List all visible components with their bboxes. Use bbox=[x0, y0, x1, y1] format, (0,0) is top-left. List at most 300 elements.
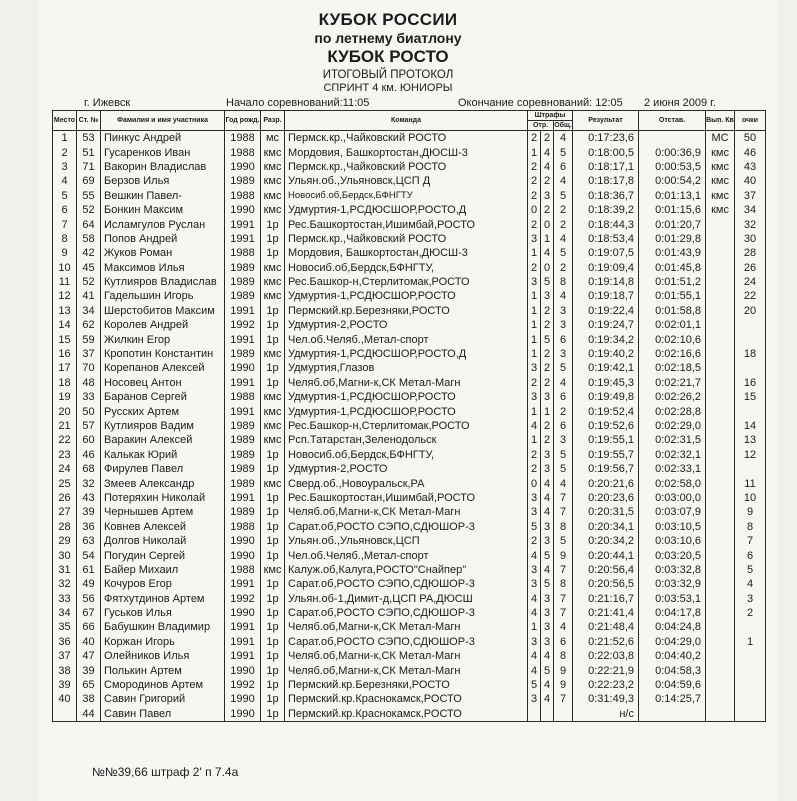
penalty-total: 8 bbox=[554, 275, 573, 289]
result-time: 0:19:40,2 bbox=[573, 347, 639, 361]
penalty-total: 9 bbox=[554, 678, 573, 692]
bib-cell: 39 bbox=[77, 663, 101, 677]
result-time: 0:22:23,2 bbox=[573, 678, 639, 692]
table-row bbox=[53, 318, 766, 332]
place-cell: 35 bbox=[53, 620, 77, 634]
points-cell: 1 bbox=[735, 635, 766, 649]
rank-cell: 1р bbox=[261, 246, 285, 260]
birth-year: 1989 bbox=[225, 174, 261, 188]
points-cell: 10 bbox=[735, 491, 766, 505]
athlete-name: Кочуров Егор bbox=[101, 577, 225, 591]
table-row bbox=[53, 304, 766, 318]
place-cell: 3 bbox=[53, 160, 77, 174]
penalty-total: 4 bbox=[554, 174, 573, 188]
bib-cell: 58 bbox=[77, 232, 101, 246]
behind-time: 0:04:29,0 bbox=[639, 635, 706, 649]
place-cell: 32 bbox=[53, 577, 77, 591]
rank-cell: 1р bbox=[261, 649, 285, 663]
rank-cell: 1р bbox=[261, 534, 285, 548]
result-time: 0:18:36,7 bbox=[573, 189, 639, 203]
team-cell: Удмуртия-1,РСДЮСШОР,РОСТО bbox=[285, 289, 528, 303]
penalty-1: 1 bbox=[528, 145, 541, 159]
penalty-2: 2 bbox=[541, 318, 554, 332]
birth-year: 1988 bbox=[225, 563, 261, 577]
points-cell: 22 bbox=[735, 289, 766, 303]
penalty-total: 4 bbox=[554, 620, 573, 634]
date-label: 2 июня 2009 г. bbox=[644, 97, 716, 109]
team-cell: Калуж.об,Калуга,РОСТО"Снайпер" bbox=[285, 563, 528, 577]
athlete-name: Максимов Илья bbox=[101, 261, 225, 275]
penalty-1: 0 bbox=[528, 476, 541, 490]
points-cell: 9 bbox=[735, 505, 766, 519]
rank-cell: 1р bbox=[261, 304, 285, 318]
place-cell: 30 bbox=[53, 548, 77, 562]
athlete-name: Королев Андрей bbox=[101, 318, 225, 332]
athlete-name: Погудин Сергей bbox=[101, 548, 225, 562]
table-row bbox=[53, 534, 766, 548]
team-cell: Сарат.об,РОСТО СЭПО,СДЮШОР-3 bbox=[285, 606, 528, 620]
qualification bbox=[706, 534, 735, 548]
behind-time: 0:02:28,8 bbox=[639, 404, 706, 418]
penalty-total: 7 bbox=[554, 505, 573, 519]
rank-cell: 1р bbox=[261, 520, 285, 534]
table-row bbox=[53, 131, 766, 146]
penalty-2: 2 bbox=[541, 419, 554, 433]
behind-time: 0:03:32,9 bbox=[639, 577, 706, 591]
place-cell: 31 bbox=[53, 563, 77, 577]
rank-cell: 1р bbox=[261, 663, 285, 677]
qualification: кмс bbox=[706, 203, 735, 217]
birth-year: 1990 bbox=[225, 534, 261, 548]
penalty-2: 3 bbox=[541, 534, 554, 548]
bib-cell: 69 bbox=[77, 174, 101, 188]
behind-time: 0:02:16,6 bbox=[639, 347, 706, 361]
table-row bbox=[53, 505, 766, 519]
penalty-2: 5 bbox=[541, 548, 554, 562]
penalty-total: 7 bbox=[554, 563, 573, 577]
result-time: 0:18:17,1 bbox=[573, 160, 639, 174]
penalty-total: 5 bbox=[554, 462, 573, 476]
result-time: 0:20:44,1 bbox=[573, 548, 639, 562]
result-time: 0:19:24,7 bbox=[573, 318, 639, 332]
rank-cell: кмс bbox=[261, 145, 285, 159]
athlete-name: Шерстобитов Максим bbox=[101, 304, 225, 318]
athlete-name: Исламгулов Руслан bbox=[101, 217, 225, 231]
penalty-1: 3 bbox=[528, 635, 541, 649]
result-time: 0:19:55,7 bbox=[573, 448, 639, 462]
athlete-name: Баранов Сергей bbox=[101, 390, 225, 404]
penalty-2: 3 bbox=[541, 390, 554, 404]
rank-cell: кмс bbox=[261, 160, 285, 174]
team-cell: Новосиб.об,Бердск,БФНГТУ, bbox=[285, 448, 528, 462]
bib-cell: 67 bbox=[77, 606, 101, 620]
table-row bbox=[53, 491, 766, 505]
bib-cell: 48 bbox=[77, 376, 101, 390]
qualification bbox=[706, 390, 735, 404]
rank-cell: 1р bbox=[261, 491, 285, 505]
points-cell: 14 bbox=[735, 419, 766, 433]
team-cell: Пермск.кр.,Чайковский РОСТО bbox=[285, 232, 528, 246]
team-cell: Мордовия, Башкортостан,ДЮСШ-3 bbox=[285, 246, 528, 260]
qualification bbox=[706, 462, 735, 476]
penalty-1: 2 bbox=[528, 189, 541, 203]
penalty-total: 2 bbox=[554, 261, 573, 275]
athlete-name: Кропотин Константин bbox=[101, 347, 225, 361]
penalty-2: 3 bbox=[541, 462, 554, 476]
bib-cell: 52 bbox=[77, 203, 101, 217]
penalty-1: 5 bbox=[528, 520, 541, 534]
birth-year: 1988 bbox=[225, 520, 261, 534]
penalty-total: 7 bbox=[554, 692, 573, 706]
athlete-name: Олейников Илья bbox=[101, 649, 225, 663]
athlete-name: Вешкин Павел- bbox=[101, 189, 225, 203]
col-penalties: Штрафы bbox=[528, 111, 573, 121]
result-time: 0:20:31,5 bbox=[573, 505, 639, 519]
rank-cell: 1р bbox=[261, 232, 285, 246]
result-time: 0:22:21,9 bbox=[573, 663, 639, 677]
qualification: кмс bbox=[706, 189, 735, 203]
result-time: 0:18:39,2 bbox=[573, 203, 639, 217]
birth-year: 1988 bbox=[225, 189, 261, 203]
team-cell: Удмуртия-1,РСДЮСШОР,РОСТО bbox=[285, 404, 528, 418]
penalty-2: 5 bbox=[541, 332, 554, 346]
birth-year: 1989 bbox=[225, 433, 261, 447]
race-title: СПРИНТ 4 км. ЮНИОРЫ bbox=[323, 82, 453, 94]
penalty-1: 3 bbox=[528, 390, 541, 404]
result-time: 0:19:52,4 bbox=[573, 404, 639, 418]
points-cell bbox=[735, 318, 766, 332]
team-cell: Рсп.Татарстан,Зеленодольск bbox=[285, 433, 528, 447]
place-cell: 18 bbox=[53, 376, 77, 390]
athlete-name: Смородинов Артем bbox=[101, 678, 225, 692]
penalty-total: 9 bbox=[554, 548, 573, 562]
rank-cell: кмс bbox=[261, 390, 285, 404]
points-cell: 37 bbox=[735, 189, 766, 203]
team-cell: Удмуртия-2,РОСТО bbox=[285, 318, 528, 332]
qualification bbox=[706, 448, 735, 462]
bib-cell: 53 bbox=[77, 131, 101, 146]
table-row bbox=[53, 246, 766, 260]
athlete-name: Савин Павел bbox=[101, 707, 225, 722]
qualification bbox=[706, 663, 735, 677]
athlete-name: Бабушкин Владимир bbox=[101, 620, 225, 634]
qualification bbox=[706, 577, 735, 591]
birth-year: 1988 bbox=[225, 246, 261, 260]
table-row bbox=[53, 707, 766, 722]
birth-year: 1992 bbox=[225, 678, 261, 692]
behind-time: 0:04:24,8 bbox=[639, 620, 706, 634]
penalty-2: 3 bbox=[541, 289, 554, 303]
table-row bbox=[53, 577, 766, 591]
behind-time: 0:02:10,6 bbox=[639, 332, 706, 346]
birth-year: 1989 bbox=[225, 289, 261, 303]
city-label: г. Ижевск bbox=[84, 97, 131, 109]
team-cell: Ульян.об.,Ульяновск,ЦСП Д bbox=[285, 174, 528, 188]
birth-year: 1991 bbox=[225, 577, 261, 591]
penalty-2: 3 bbox=[541, 448, 554, 462]
rank-cell: 1р bbox=[261, 505, 285, 519]
rank-cell: 1р bbox=[261, 217, 285, 231]
birth-year: 1990 bbox=[225, 203, 261, 217]
result-time: 0:19:56,7 bbox=[573, 462, 639, 476]
penalty-total: 8 bbox=[554, 649, 573, 663]
result-time: 0:19:52,6 bbox=[573, 419, 639, 433]
place-cell: 23 bbox=[53, 448, 77, 462]
penalty-1: 2 bbox=[528, 160, 541, 174]
behind-time: 0:14:25,7 bbox=[639, 692, 706, 706]
qualification bbox=[706, 548, 735, 562]
bib-cell: 46 bbox=[77, 448, 101, 462]
athlete-name: Русских Артем bbox=[101, 404, 225, 418]
athlete-name: Жуков Роман bbox=[101, 246, 225, 260]
bib-cell: 45 bbox=[77, 261, 101, 275]
place-cell: 16 bbox=[53, 347, 77, 361]
results-table bbox=[52, 110, 766, 722]
behind-time: 0:01:29,8 bbox=[639, 232, 706, 246]
penalty-total: 7 bbox=[554, 592, 573, 606]
birth-year: 1992 bbox=[225, 318, 261, 332]
result-time: 0:18:44,3 bbox=[573, 217, 639, 231]
penalty-1: 2 bbox=[528, 131, 541, 146]
result-time: 0:20:34,2 bbox=[573, 534, 639, 548]
penalty-1: 1 bbox=[528, 332, 541, 346]
penalty-total: 5 bbox=[554, 361, 573, 375]
rank-cell: кмс bbox=[261, 419, 285, 433]
rank-cell: кмс bbox=[261, 476, 285, 490]
team-cell: Пермский.кр.Краснокамск,РОСТО bbox=[285, 692, 528, 706]
qualification: МС bbox=[706, 131, 735, 146]
bib-cell: 65 bbox=[77, 678, 101, 692]
table-row bbox=[53, 160, 766, 174]
table-row bbox=[53, 548, 766, 562]
result-time: 0:22:03,8 bbox=[573, 649, 639, 663]
place-cell: 1 bbox=[53, 131, 77, 146]
result-time: 0:19:18,7 bbox=[573, 289, 639, 303]
behind-time: 0:01:15,6 bbox=[639, 203, 706, 217]
qualification bbox=[706, 520, 735, 534]
result-time: 0:20:21,6 bbox=[573, 476, 639, 490]
behind-time: 0:02:18,5 bbox=[639, 361, 706, 375]
athlete-name: Чернышев Артем bbox=[101, 505, 225, 519]
athlete-name: Фятхутдинов Артем bbox=[101, 592, 225, 606]
place-cell: 28 bbox=[53, 520, 77, 534]
team-cell: Ульян.об.,Ульяновск,ЦСП bbox=[285, 534, 528, 548]
qualification: кмс bbox=[706, 174, 735, 188]
athlete-name: Гусаренков Иван bbox=[101, 145, 225, 159]
athlete-name: Бонкин Максим bbox=[101, 203, 225, 217]
birth-year: 1991 bbox=[225, 491, 261, 505]
table-row bbox=[53, 678, 766, 692]
col-result: Результат bbox=[573, 111, 639, 131]
birth-year: 1988 bbox=[225, 131, 261, 146]
points-cell: 6 bbox=[735, 548, 766, 562]
result-time: 0:18:00,5 bbox=[573, 145, 639, 159]
bib-cell: 49 bbox=[77, 577, 101, 591]
points-cell: 12 bbox=[735, 448, 766, 462]
penalty-1: 1 bbox=[528, 289, 541, 303]
points-cell: 18 bbox=[735, 347, 766, 361]
behind-time: 0:03:10,6 bbox=[639, 534, 706, 548]
team-cell: Сверд.об.,Новоуральск,РА bbox=[285, 476, 528, 490]
result-time: 0:21:41,4 bbox=[573, 606, 639, 620]
rank-cell: 1р bbox=[261, 592, 285, 606]
birth-year: 1989 bbox=[225, 275, 261, 289]
table-row bbox=[53, 217, 766, 231]
rank-cell: 1р bbox=[261, 606, 285, 620]
penalty-total: 4 bbox=[554, 131, 573, 146]
qualification bbox=[706, 246, 735, 260]
place-cell: 34 bbox=[53, 606, 77, 620]
penalty-2: 3 bbox=[541, 189, 554, 203]
result-time: 0:20:56,5 bbox=[573, 577, 639, 591]
place-cell: 25 bbox=[53, 476, 77, 490]
result-time: 0:31:49,3 bbox=[573, 692, 639, 706]
table-row bbox=[53, 433, 766, 447]
rank-cell: 1р bbox=[261, 678, 285, 692]
behind-time: 0:03:20,5 bbox=[639, 548, 706, 562]
penalty-total: 4 bbox=[554, 232, 573, 246]
place-cell: 40 bbox=[53, 692, 77, 706]
birth-year: 1991 bbox=[225, 332, 261, 346]
penalty-2: 4 bbox=[541, 145, 554, 159]
rank-cell: кмс bbox=[261, 347, 285, 361]
bib-cell: 39 bbox=[77, 505, 101, 519]
penalty-1: 3 bbox=[528, 232, 541, 246]
rank-cell: 1р bbox=[261, 692, 285, 706]
behind-time bbox=[639, 707, 706, 722]
result-time: 0:19:09,4 bbox=[573, 261, 639, 275]
team-cell: Сарат.об,РОСТО СЭПО,СДЮШОР-3 bbox=[285, 635, 528, 649]
col-pen-total: Общ. bbox=[554, 122, 572, 129]
place-cell: 24 bbox=[53, 462, 77, 476]
penalty-total: 7 bbox=[554, 491, 573, 505]
team-cell: Пермский.кр.Березняки,РОСТО bbox=[285, 304, 528, 318]
birth-year: 1992 bbox=[225, 592, 261, 606]
birth-year: 1989 bbox=[225, 261, 261, 275]
col-pen-stages: Отр. bbox=[528, 121, 554, 131]
behind-time: 0:03:10,5 bbox=[639, 520, 706, 534]
athlete-name: Пинкус Андрей bbox=[101, 131, 225, 146]
col-qual: Вып. Кв bbox=[706, 111, 735, 131]
end-time-label: Окончание соревнований: 12:05 bbox=[458, 97, 623, 109]
result-time: 0:21:52,6 bbox=[573, 635, 639, 649]
points-cell bbox=[735, 332, 766, 346]
points-cell bbox=[735, 692, 766, 706]
penalty-1: 4 bbox=[528, 592, 541, 606]
points-cell bbox=[735, 707, 766, 722]
birth-year: 1990 bbox=[225, 606, 261, 620]
col-year: Год рожд. bbox=[225, 111, 261, 131]
birth-year: 1991 bbox=[225, 404, 261, 418]
athlete-name: Савин Григорий bbox=[101, 692, 225, 706]
place-cell: 26 bbox=[53, 491, 77, 505]
penalty-2: 2 bbox=[541, 203, 554, 217]
table-row bbox=[53, 563, 766, 577]
penalty-total: 3 bbox=[554, 304, 573, 318]
birth-year: 1989 bbox=[225, 476, 261, 490]
penalty-1: 4 bbox=[528, 419, 541, 433]
table-row bbox=[53, 174, 766, 188]
behind-time: 0:02:32,1 bbox=[639, 448, 706, 462]
penalty-total: 3 bbox=[554, 318, 573, 332]
athlete-name: Ковнев Алексей bbox=[101, 520, 225, 534]
place-cell: 38 bbox=[53, 663, 77, 677]
birth-year: 1988 bbox=[225, 145, 261, 159]
behind-time: 0:02:01,1 bbox=[639, 318, 706, 332]
bib-cell: 43 bbox=[77, 491, 101, 505]
qualification bbox=[706, 318, 735, 332]
rank-cell: 1р bbox=[261, 635, 285, 649]
penalty-1: 3 bbox=[528, 361, 541, 375]
athlete-name: Кутлияров Владислав bbox=[101, 275, 225, 289]
points-cell: 24 bbox=[735, 275, 766, 289]
qualification bbox=[706, 505, 735, 519]
bib-cell: 62 bbox=[77, 318, 101, 332]
birth-year: 1989 bbox=[225, 347, 261, 361]
athlete-name: Потеряхин Николай bbox=[101, 491, 225, 505]
birth-year: 1991 bbox=[225, 620, 261, 634]
points-cell: 30 bbox=[735, 232, 766, 246]
place-cell: 37 bbox=[53, 649, 77, 663]
behind-time: 0:01:55,1 bbox=[639, 289, 706, 303]
table-row bbox=[53, 361, 766, 375]
points-cell: 26 bbox=[735, 261, 766, 275]
qualification bbox=[706, 376, 735, 390]
penalty-total: 8 bbox=[554, 577, 573, 591]
bib-cell: 37 bbox=[77, 347, 101, 361]
birth-year: 1990 bbox=[225, 361, 261, 375]
points-cell bbox=[735, 663, 766, 677]
place-cell: 6 bbox=[53, 203, 77, 217]
qualification bbox=[706, 404, 735, 418]
place-cell: 10 bbox=[53, 261, 77, 275]
place-cell: 17 bbox=[53, 361, 77, 375]
birth-year: 1989 bbox=[225, 448, 261, 462]
result-time: 0:19:22,4 bbox=[573, 304, 639, 318]
birth-year: 1991 bbox=[225, 304, 261, 318]
place-cell: 27 bbox=[53, 505, 77, 519]
qualification bbox=[706, 563, 735, 577]
points-cell: 20 bbox=[735, 304, 766, 318]
title-summer-biathlon: по летнему биатлону bbox=[314, 30, 462, 46]
penalty-1: 3 bbox=[528, 692, 541, 706]
penalty-total: 6 bbox=[554, 635, 573, 649]
behind-time: 0:01:20,7 bbox=[639, 217, 706, 231]
team-cell: Чел.об.Челяб.,Метал-спорт bbox=[285, 548, 528, 562]
team-cell: Новосиб.об,Бердск,БФНГТУ bbox=[285, 189, 528, 203]
team-cell: Рес.Башкортостан,Ишимбай,РОСТО bbox=[285, 491, 528, 505]
bib-cell: 66 bbox=[77, 620, 101, 634]
table-row bbox=[53, 332, 766, 346]
rank-cell: 1р bbox=[261, 548, 285, 562]
penalty-2: 4 bbox=[541, 246, 554, 260]
penalty-1: 1 bbox=[528, 304, 541, 318]
points-cell: 4 bbox=[735, 577, 766, 591]
behind-time: 0:01:58,8 bbox=[639, 304, 706, 318]
birth-year: 1991 bbox=[225, 232, 261, 246]
col-bib: Ст. № bbox=[77, 111, 101, 131]
penalty-total: 5 bbox=[554, 246, 573, 260]
birth-year: 1991 bbox=[225, 649, 261, 663]
qualification bbox=[706, 304, 735, 318]
behind-time: 0:01:13,1 bbox=[639, 189, 706, 203]
bib-cell: 47 bbox=[77, 649, 101, 663]
table-row bbox=[53, 419, 766, 433]
team-cell: Пермск.кр.,Чайковский РОСТО bbox=[285, 131, 528, 146]
place-cell: 14 bbox=[53, 318, 77, 332]
rank-cell: кмс bbox=[261, 189, 285, 203]
place-cell: 7 bbox=[53, 217, 77, 231]
